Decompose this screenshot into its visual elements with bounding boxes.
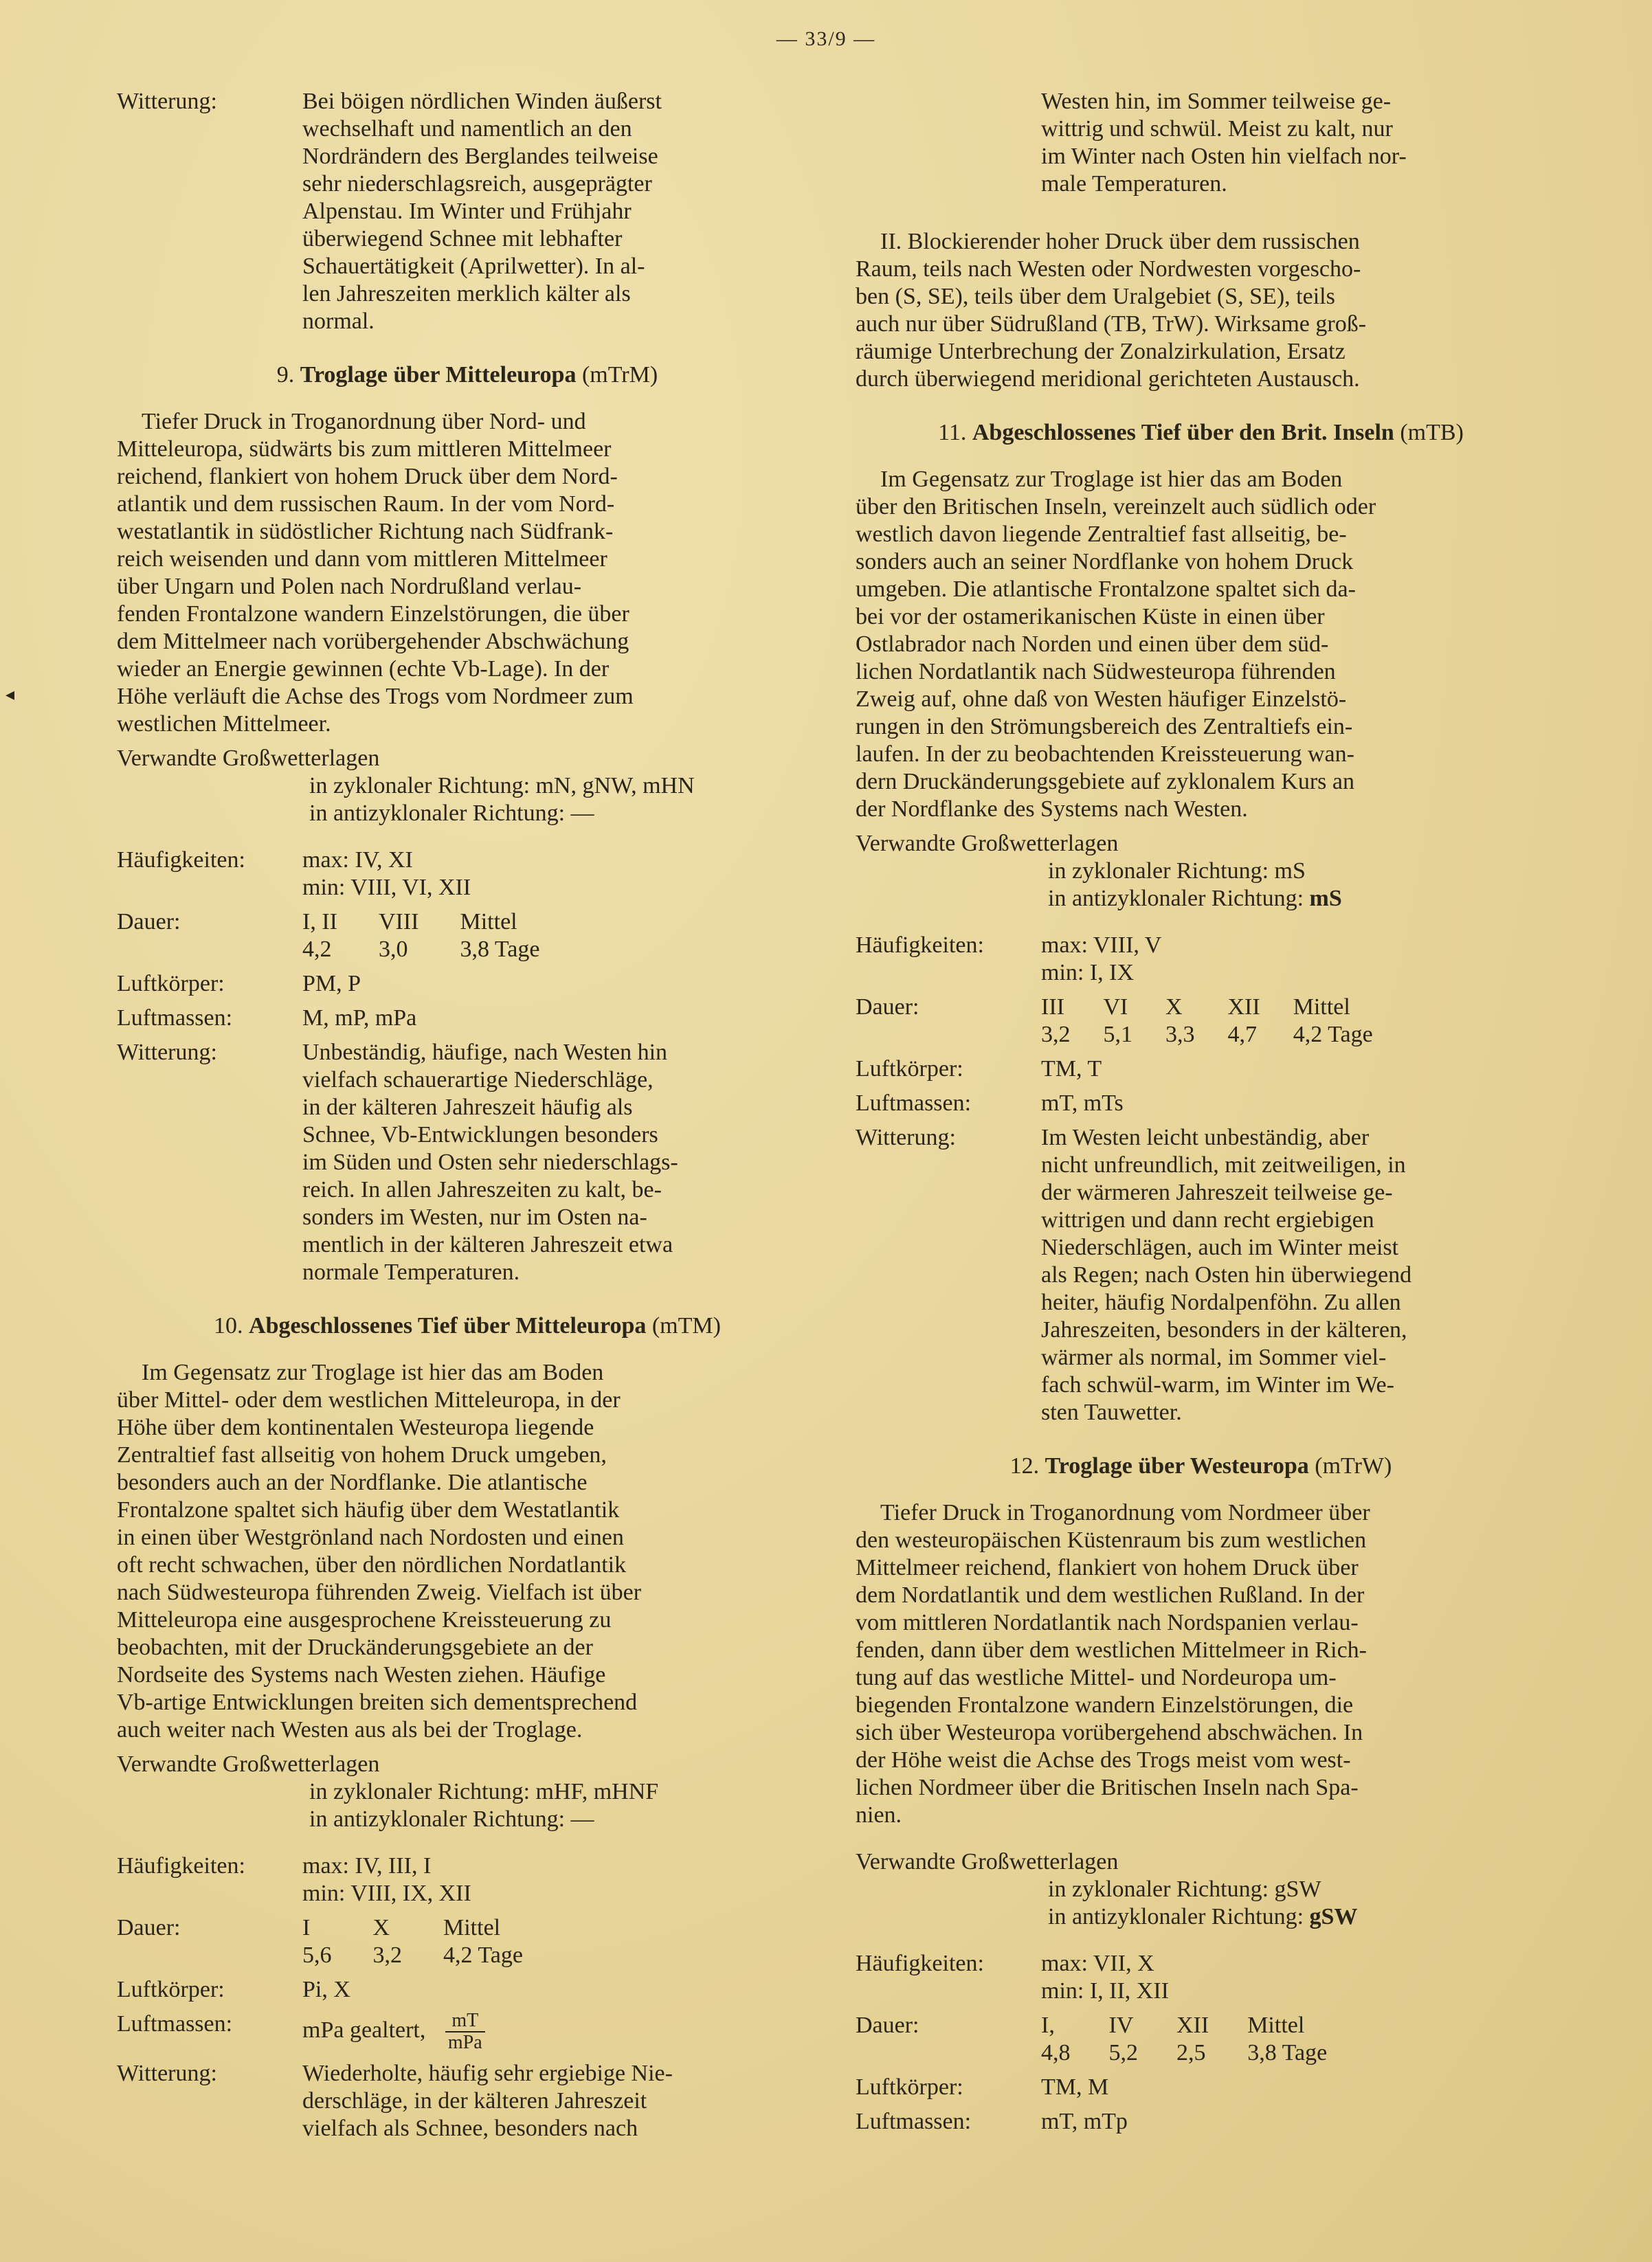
text-line: lichen Nordmeer über die Britischen Inseln nach Spa- [856, 1775, 1359, 1800]
dauer-value: 3,0 [378, 937, 408, 962]
text-line: umgeben. Die atlantische Frontalzone spaltet sich da- [856, 576, 1356, 602]
dauer-head: VI [1103, 994, 1128, 1020]
section-title: Abgeschlossenes Tief über Mitteleuropa [249, 1313, 647, 1339]
dauer-value: 5,2 [1108, 2040, 1138, 2065]
dauer-head: III [1041, 994, 1064, 1020]
section-paragraph [856, 1499, 1546, 1829]
text-line: sehr niederschlagsreich, ausgeprägter [302, 171, 652, 197]
verwandte-zyklonal: in zyklonaler Richtung: mN, gNW, mHN [309, 773, 695, 798]
field-value [302, 1852, 818, 1907]
text-line: Höhe verläuft die Achse des Trogs vom Nordmeer zum [117, 684, 634, 709]
text-line: normal. [302, 309, 375, 334]
text-line: reichend, flankiert von hohem Druck über dem Nord- [117, 464, 618, 489]
dauer-head: Mittel [443, 1915, 501, 1940]
field-label: Witterung: [856, 1125, 956, 1150]
section-code: (mTrW) [1315, 1453, 1392, 1479]
text-line: westatlantik in südöstlicher Richtung nach Südfrank- [117, 519, 614, 544]
field-value [1041, 1950, 1546, 2005]
field-label: Luftkörper: [856, 2074, 963, 2100]
dauer-head: Mittel [1293, 994, 1350, 1020]
field-label: Häufigkeiten: [117, 847, 245, 873]
text-line: Raum, teils nach Westen oder Nordwesten vorgescho- [856, 256, 1361, 282]
text-line: sonders im Westen, nur im Osten na- [302, 1205, 647, 1230]
text-line: Zweig auf, ohne daß von Westen häufiger Einzelstö- [856, 686, 1347, 712]
text-line: durch überwiegend meridional gerichteten Austausch. [856, 366, 1360, 392]
text-line: in einen über Westgrönland nach Nordosten und einen [117, 1525, 624, 1550]
dauer-row [856, 994, 1546, 1049]
verwandte-label: Verwandte Großwetterlagen [856, 831, 1119, 856]
text-line: vielfach schauerartige Niederschläge, [302, 1067, 654, 1093]
luftkoerper-row [117, 970, 818, 998]
dauer-row [117, 1914, 818, 1969]
text-line: derschläge, in der kälteren Jahreszeit [302, 2088, 647, 2114]
field-value: TM, T [1041, 1056, 1102, 1082]
text-line: Vb-artige Entwicklungen breiten sich dementsprechend [117, 1690, 638, 1715]
left-column [117, 88, 818, 2142]
text-line: vielfach als Schnee, besonders nach [302, 2116, 638, 2141]
text-line: tung auf das westliche Mittel- und Nordeuropa um- [856, 1665, 1337, 1690]
haeufigkeit-min: min: I, IX [1041, 960, 1135, 985]
text-line: beobachten, mit der Druckänderungsgebiete an der [117, 1635, 593, 1660]
text-line: Mitteleuropa eine ausgesprochene Kreissteuerung zu [117, 1607, 612, 1633]
witterung-row [117, 2060, 818, 2142]
text-line: nicht unfreundlich, mit zeitweiligen, in [1041, 1152, 1406, 1178]
text-line: sten Tauwetter. [1041, 1400, 1182, 1425]
text-line: Jahreszeiten, besonders in der kälteren, [1041, 1317, 1407, 1343]
text-line: lichen Nordatlantik nach Südwesteuropa führenden [856, 659, 1336, 684]
text-line: Alpenstau. Im Winter und Frühjahr [302, 199, 632, 224]
haeufigkeit-max: max: IV, XI [302, 847, 413, 873]
field-label: Luftmassen: [856, 1090, 972, 1116]
section-title: Troglage über Westeuropa [1045, 1453, 1309, 1479]
text-line: dem Nordatlantik und dem westlichen Rußland. In der [856, 1582, 1365, 1608]
text-line: besonders auch an der Nordflanke. Die atlantische [117, 1470, 588, 1495]
dauer-table [1041, 994, 1546, 1049]
text-line: nach Südwesteuropa führenden Zweig. Vielfach ist über [117, 1580, 642, 1605]
section-code: (mTM) [651, 1313, 721, 1339]
field-value [302, 88, 818, 335]
field-value: mT, mTp [1041, 2109, 1128, 2134]
text-line: Ostlabrador nach Norden und einen über dem süd- [856, 631, 1329, 657]
luftmassen-fraction [445, 2011, 485, 2053]
section-code: (mTB) [1400, 420, 1464, 445]
luftkoerper-row [856, 2074, 1546, 2101]
haeufigkeiten-row [856, 932, 1546, 987]
section-paragraph [856, 466, 1546, 823]
verwandte-antizyklonal-prefix: in antizyklonaler Richtung: [1048, 886, 1304, 911]
verwandte-antizyklonal: in antizyklonaler Richtung: — [309, 1806, 594, 1832]
luftmassen-row [117, 2011, 818, 2053]
field-label: Witterung: [117, 89, 217, 114]
text-line: Unbeständig, häufige, nach Westen hin [302, 1040, 668, 1065]
text-line: Mitteleuropa, südwärts bis zum mittleren Mittelmeer [117, 436, 612, 462]
text-line: Schnee, Vb-Entwicklungen besonders [302, 1122, 658, 1147]
dauer-value: 4,2 Tage [1293, 1022, 1373, 1047]
text-line: wittrig und schwül. Meist zu kalt, nur [1041, 116, 1393, 142]
field-value: Pi, X [302, 1977, 350, 2002]
verwandte-antizyklonal-value: gSW [1309, 1904, 1358, 1929]
text-line: vom mittleren Nordatlantik nach Nordspanien verlau- [856, 1610, 1359, 1635]
text-line: biegenden Frontalzone wandern Einzelstörungen, die [856, 1692, 1354, 1718]
verwandte-antizyklonal [856, 1903, 1546, 1931]
section-paragraph [117, 408, 818, 738]
field-label: Dauer: [117, 1915, 181, 1940]
section-title: Abgeschlossenes Tief über den Brit. Inseln [972, 420, 1394, 445]
text-line: wärmer als normal, im Sommer viel- [1041, 1345, 1387, 1370]
dauer-value: 3,8 Tage [1247, 2040, 1328, 2065]
text-line: über Mittel- oder dem westlichen Mitteleuropa, in der [117, 1387, 621, 1413]
luftkoerper-row [117, 1976, 818, 2004]
text-line: Im Gegensatz zur Troglage ist hier das am Boden [142, 1360, 604, 1385]
verwandte-zyklonal: in zyklonaler Richtung: mHF, mHNF [309, 1779, 659, 1804]
section-heading-9 [117, 361, 818, 389]
verwandte-antizyklonal: in antizyklonaler Richtung: — [309, 800, 594, 826]
verwandte-label: Verwandte Großwetterlagen [117, 1751, 380, 1777]
dauer-head: X [1165, 994, 1183, 1020]
field-value: mT, mTs [1041, 1090, 1124, 1116]
verwandte-label: Verwandte Großwetterlagen [856, 1849, 1119, 1874]
luftmassen-row [856, 1090, 1546, 1117]
section-code: (mTrM) [581, 362, 658, 388]
section-number: 9. [276, 362, 295, 388]
dauer-value: 4,7 [1227, 1022, 1257, 1047]
text-line: der Höhe weist die Achse des Trogs meist vom west- [856, 1747, 1351, 1773]
dauer-value: 5,1 [1103, 1022, 1132, 1047]
witterung-row [117, 1039, 818, 1286]
text-line: räumige Unterbrechung der Zonalzirkulation, Ersatz [856, 339, 1346, 364]
section-number: 11. [938, 420, 967, 445]
text-line: westlichen Mittelmeer. [117, 711, 331, 737]
dauer-head: I, [1041, 2013, 1055, 2038]
text-line: Mittelmeer reichend, flankiert von hohem Druck über [856, 1555, 1359, 1580]
dauer-value: 3,2 [372, 1942, 402, 1968]
field-value [302, 1039, 818, 1286]
text-line: in der kälteren Jahreszeit häufig als [302, 1095, 633, 1120]
field-value: PM, P [302, 971, 361, 996]
text-line: Wiederholte, häufig sehr ergiebige Nie- [302, 2061, 673, 2086]
field-value [302, 2011, 818, 2053]
field-label: Luftkörper: [856, 1056, 963, 1082]
text-line: im Süden und Osten sehr niederschlags- [302, 1150, 678, 1175]
text-line: dem Mittelmeer nach vorübergehender Abschwächung [117, 629, 629, 654]
field-label: Witterung: [117, 2061, 217, 2086]
text-line: Tiefer Druck in Troganordnung über Nord- und [142, 409, 586, 434]
text-line: sich über Westeuropa vorübergehend abschwächen. In [856, 1720, 1363, 1745]
dauer-head: VIII [378, 909, 419, 934]
dauer-head: XII [1227, 994, 1260, 1020]
margin-mark: ◂ [5, 684, 15, 704]
text-line: reich weisenden und dann vom mittleren Mittelmeer [117, 546, 607, 572]
haeufigkeit-max: max: VIII, V [1041, 932, 1162, 958]
text-line: oft recht schwachen, über den nördlichen Nordatlantik [117, 1552, 627, 1578]
text-line: fenden, dann über dem westlichen Mittelmeer in Rich- [856, 1637, 1367, 1663]
dauer-value: 3,2 [1041, 1022, 1071, 1047]
text-line: der Nordflanke des Systems nach Westen. [856, 796, 1248, 822]
fraction-denominator: mPa [447, 2032, 482, 2053]
dauer-value: 5,6 [302, 1942, 332, 1968]
text-line: überwiegend Schnee mit lebhafter [302, 226, 623, 251]
text-line: Im Westen leicht unbeständig, aber [1041, 1125, 1370, 1150]
text-line: ben (S, SE), teils über dem Uralgebiet (S, SE), teils [856, 284, 1335, 309]
field-label: Dauer: [117, 909, 181, 934]
section-number: 10. [214, 1313, 243, 1339]
haeufigkeiten-row [117, 847, 818, 902]
text-line: Frontalzone spaltet sich häufig über dem Westatlantik [117, 1497, 620, 1523]
verwandte-antizyklonal [856, 885, 1546, 912]
text-line: reich. In allen Jahreszeiten zu kalt, be- [302, 1177, 662, 1202]
text-line: mentlich in der kälteren Jahreszeit etwa [302, 1232, 673, 1257]
dauer-row [117, 908, 818, 963]
text-line: fenden Frontalzone wandern Einzelstörungen, die über [117, 601, 629, 627]
dauer-head: Mittel [1247, 2013, 1305, 2038]
dauer-head: I [302, 1915, 311, 1940]
text-line: als Regen; nach Osten hin überwiegend [1041, 1262, 1412, 1288]
dauer-head: Mittel [460, 909, 517, 934]
field-label: Häufigkeiten: [856, 1951, 984, 1976]
text-line: der wärmeren Jahreszeit teilweise ge- [1041, 1180, 1393, 1205]
section-heading-10 [117, 1312, 818, 1340]
text-line: Höhe über dem kontinentalen Westeuropa liegende [117, 1415, 594, 1440]
luftmassen-row [117, 1005, 818, 1032]
field-value [1041, 1124, 1546, 1426]
text-line: wieder an Energie gewinnen (echte Vb-Lage). In der [117, 656, 610, 682]
text-line: normale Temperaturen. [302, 1259, 520, 1285]
dauer-value: 2,5 [1176, 2040, 1206, 2065]
verwandte-antizyklonal-value: mS [1309, 886, 1342, 911]
haeufigkeit-min: min: VIII, VI, XII [302, 875, 471, 900]
section-title: Troglage über Mitteleuropa [300, 362, 577, 388]
field-label: Witterung: [117, 1040, 217, 1065]
dauer-head: IV [1108, 2013, 1134, 2038]
field-label: Luftmassen: [856, 2109, 972, 2134]
dauer-value: 4,2 Tage [443, 1942, 523, 1968]
verwandte-zyklonal: in zyklonaler Richtung: gSW [1048, 1877, 1321, 1902]
section-heading-11 [856, 419, 1546, 447]
text-line: male Temperaturen. [1041, 171, 1227, 197]
field-label: Häufigkeiten: [117, 1853, 245, 1879]
field-label: Luftkörper: [117, 971, 225, 996]
text-line: wittrigen und dann recht ergiebigen [1041, 1207, 1374, 1233]
text-line: nien. [856, 1802, 902, 1828]
dauer-row [856, 2012, 1546, 2067]
text-line: über den Britischen Inseln, vereinzelt auch südlich oder [856, 494, 1376, 519]
dauer-value: 4,8 [1041, 2040, 1071, 2065]
dauer-table [302, 1914, 818, 1969]
text-line: rungen in den Strömungsbereich des Zentraltiefs ein- [856, 714, 1353, 739]
verwandte-label: Verwandte Großwetterlagen [117, 746, 380, 771]
dauer-head: I, II [302, 909, 337, 934]
witterung-row [856, 1124, 1546, 1426]
dauer-value: 4,2 [302, 937, 332, 962]
luftmassen-row [856, 2108, 1546, 2136]
dauer-value: 3,3 [1165, 1022, 1195, 1047]
field-value [302, 847, 818, 902]
intro-witterung-row [117, 88, 818, 335]
dauer-head: X [372, 1915, 390, 1940]
text-line: Schauertätigkeit (Aprilwetter). In al- [302, 254, 645, 279]
verwandte-zyklonal: in zyklonaler Richtung: mS [1048, 858, 1306, 884]
field-value [302, 2060, 818, 2142]
text-line: heiter, häufig Nordalpenföhn. Zu allen [1041, 1290, 1401, 1315]
text-line: über Ungarn und Polen nach Nordrußland verlau- [117, 574, 582, 599]
luftmassen-text: mPa gealtert, [302, 2017, 426, 2043]
text-line: westlich davon liegende Zentraltief fast allseitig, be- [856, 522, 1347, 547]
dauer-head: XII [1176, 2013, 1209, 2038]
section-number: 12. [1009, 1453, 1040, 1479]
text-line: dern Druckänderungsgebiete auf zyklonalem Kurs an [856, 769, 1355, 794]
section-paragraph [117, 1359, 818, 1744]
text-line: laufen. In der zu beobachtenden Kreissteuerung wan- [856, 741, 1354, 767]
field-label: Luftmassen: [117, 1005, 233, 1031]
field-label: Dauer: [856, 2013, 919, 2038]
text-line: sonders auch an seiner Nordflanke von hohem Druck [856, 549, 1354, 574]
dauer-value: 3,8 Tage [460, 937, 540, 962]
text-line: auch weiter nach Westen aus als bei der Troglage. [117, 1717, 583, 1743]
luftkoerper-row [856, 1055, 1546, 1083]
text-line: Nordrändern des Berglandes teilweise [302, 144, 658, 169]
text-line: Nordseite des Systems nach Westen ziehen. Häufige [117, 1662, 606, 1688]
field-value: TM, M [1041, 2074, 1109, 2100]
text-line: bei vor der ostamerikanischen Küste in einen über [856, 604, 1325, 629]
right-column [856, 88, 1546, 2136]
text-line: Niederschlägen, auch im Winter meist [1041, 1235, 1399, 1260]
text-line: auch nur über Südrußland (TB, TrW). Wirksame groß- [856, 311, 1367, 337]
field-label: Dauer: [856, 994, 919, 1020]
text-line: len Jahreszeiten merklich kälter als [302, 281, 631, 306]
text-line: Im Gegensatz zur Troglage ist hier das am Boden [880, 467, 1343, 492]
page-number: — 33/9 — [776, 27, 876, 50]
section-ii-paragraph [856, 228, 1546, 393]
text-line: den westeuropäischen Küstenraum bis zum westlichen [856, 1527, 1367, 1553]
text-line: atlantik und dem russischen Raum. In der vom Nord- [117, 491, 615, 517]
field-label: Luftkörper: [117, 1977, 225, 2002]
field-label: Häufigkeiten: [856, 932, 984, 958]
haeufigkeit-min: min: VIII, IX, XII [302, 1881, 471, 1906]
verwandte-antizyklonal-prefix: in antizyklonaler Richtung: [1048, 1904, 1304, 1929]
haeufigkeit-max: max: IV, III, I [302, 1853, 432, 1879]
continued-witterung [856, 88, 1546, 198]
field-label: Luftmassen: [117, 2011, 233, 2037]
haeufigkeit-min: min: I, II, XII [1041, 1978, 1170, 2004]
text-line: fach schwül-warm, im Winter im We- [1041, 1372, 1394, 1398]
text-line: Tiefer Druck in Troganordnung vom Nordmeer über [880, 1500, 1370, 1525]
text-line: wechselhaft und namentlich an den [302, 116, 632, 142]
text-line: Bei böigen nördlichen Winden äußerst [302, 89, 662, 114]
text-line: II. Blockierender hoher Druck über dem russischen [880, 229, 1360, 254]
dauer-table [1041, 2012, 1546, 2067]
field-value [1041, 932, 1546, 987]
section-heading-12 [856, 1453, 1546, 1480]
field-value: M, mP, mPa [302, 1005, 417, 1031]
text-line: Westen hin, im Sommer teilweise ge- [1041, 89, 1392, 114]
haeufigkeit-max: max: VII, X [1041, 1951, 1154, 1976]
haeufigkeiten-row [117, 1852, 818, 1907]
text-line: Zentraltief fast allseitig von hohem Druck umgeben, [117, 1442, 607, 1468]
fraction-numerator: mT [445, 2011, 485, 2033]
text-line: im Winter nach Osten hin vielfach nor- [1041, 144, 1407, 169]
haeufigkeiten-row [856, 1950, 1546, 2005]
dauer-table [302, 908, 818, 963]
